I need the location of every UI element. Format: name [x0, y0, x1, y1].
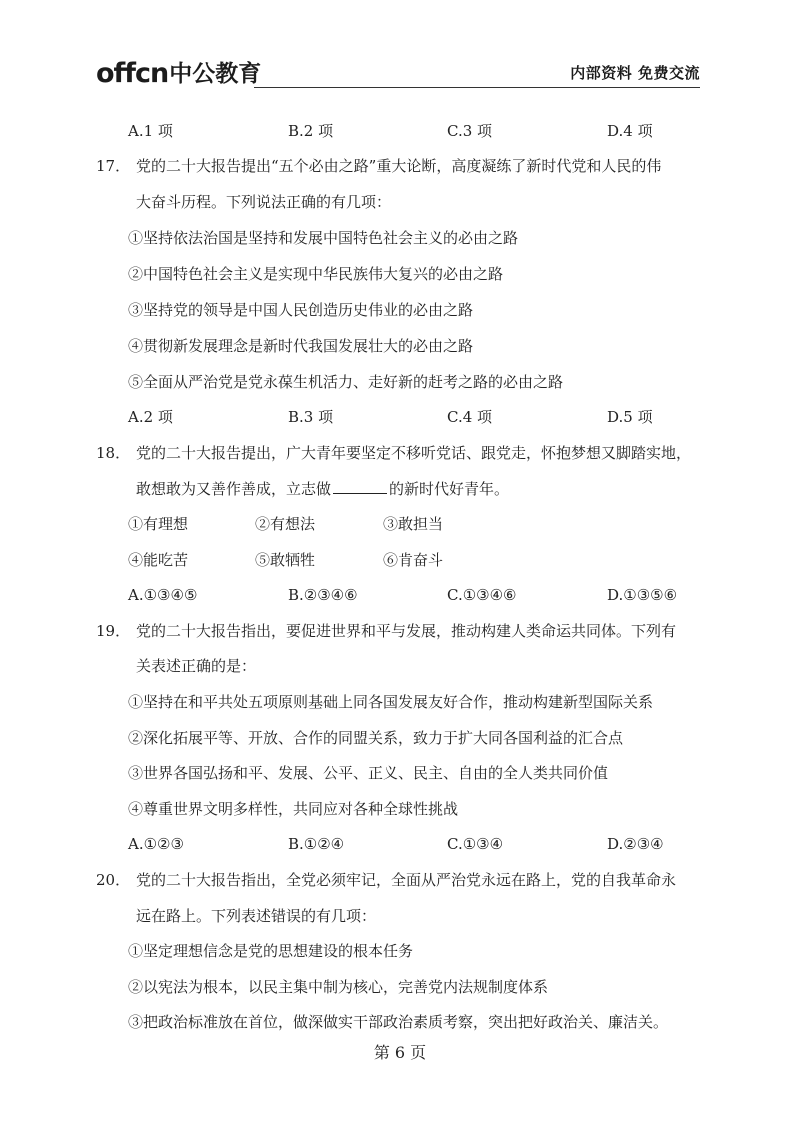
statement-item: ③坚持党的领导是中国人民创造历史伟业的必由之路 — [128, 301, 474, 319]
question-stem-line: 党的二十大报告指出，全党必须牢记，全面从严治党永远在路上，党的自我革命永 — [136, 871, 677, 889]
page-header — [96, 56, 700, 90]
question-stem-line: 大奋斗历程。下列说法正确的有几项： — [136, 193, 392, 211]
question-stem-line: 关表述正确的是： — [136, 657, 257, 675]
header-notice: 内部资料 免费交流 — [570, 64, 700, 82]
option-a: A.2 项 — [128, 408, 173, 426]
statement-item: ③把政治标准放在首位，做深做实干部政治素质考察，突出把好政治关、廉洁关。 — [128, 1013, 669, 1031]
statement-item: ⑥肯奋斗 — [383, 551, 444, 569]
option-c: C.①③④⑥ — [447, 586, 517, 604]
page-number: 第 6 页 — [373, 1043, 427, 1062]
statement-item: ③敢担当 — [383, 515, 444, 533]
option-c: C.4 项 — [447, 408, 493, 426]
statement-item: ⑤全面从严治党是党永葆生机活力、走好新的赶考之路的必由之路 — [128, 373, 564, 391]
fill-in-blank — [333, 479, 387, 494]
question-stem-line: 党的二十大报告指出，要促进世界和平与发展，推动构建人类命运共同体。下列有 — [136, 622, 677, 640]
statement-item: ④能吃苦 — [128, 551, 189, 569]
option-d: D.4 项 — [607, 122, 653, 140]
option-a: A.①③④⑤ — [128, 586, 198, 604]
option-b: B.2 项 — [288, 122, 334, 140]
stem-text-after-blank: 的新时代好青年。 — [389, 480, 510, 498]
option-b: B.①②④ — [288, 835, 345, 853]
option-d: D.①③⑤⑥ — [607, 586, 678, 604]
statement-item: ①坚持依法治国是坚持和发展中国特色社会主义的必由之路 — [128, 229, 519, 247]
statement-item: ①坚定理想信念是党的思想建设的根本任务 — [128, 942, 414, 960]
header-divider — [254, 87, 700, 88]
stem-text-before-blank: 敢想敢为又善作善成，立志做 — [136, 480, 332, 498]
offcn-logo — [96, 56, 261, 90]
statement-item: ②中国特色社会主义是实现中华民族伟大复兴的必由之路 — [128, 265, 504, 283]
option-d: D.5 项 — [607, 408, 653, 426]
question-stem-line: 党的二十大报告提出，广大青年要坚定不移听党话、跟党走，怀抱梦想又脚踏实地， — [136, 444, 692, 462]
statement-item: ③世界各国弘扬和平、发展、公平、正义、民主、自由的全人类共同价值 — [128, 764, 609, 782]
logo-latin-text: offcn — [96, 58, 169, 89]
question-stem-line: 党的二十大报告提出“五个必由之路”重大论断，高度凝练了新时代党和人民的伟 — [136, 157, 662, 175]
statement-item: ②深化拓展平等、开放、合作的同盟关系，致力于扩大同各国利益的汇合点 — [128, 729, 624, 747]
question-number: 17． — [96, 157, 131, 175]
question-number: 20． — [96, 871, 131, 889]
statement-item: ②以宪法为根本，以民主集中制为核心，完善党内法规制度体系 — [128, 978, 549, 996]
option-c: C.3 项 — [447, 122, 493, 140]
option-c: C.①③④ — [447, 835, 504, 853]
statement-item: ①坚持在和平共处五项原则基础上同各国发展友好合作，推动构建新型国际关系 — [128, 693, 654, 711]
option-b: B.3 项 — [288, 408, 334, 426]
option-b: B.②③④⑥ — [288, 586, 358, 604]
question-stem-line — [136, 479, 509, 499]
option-a: A.①②③ — [128, 835, 184, 853]
statement-item: ④尊重世界文明多样性，共同应对各种全球性挑战 — [128, 800, 459, 818]
statement-item: ④贯彻新发展理念是新时代我国发展壮大的必由之路 — [128, 337, 474, 355]
option-d: D.②③④ — [607, 835, 664, 853]
statement-item: ②有想法 — [255, 515, 316, 533]
option-a: A.1 项 — [128, 122, 173, 140]
statement-item: ⑤敢牺牲 — [255, 551, 316, 569]
statement-item: ①有理想 — [128, 515, 189, 533]
question-number: 19． — [96, 622, 131, 640]
question-number: 18． — [96, 444, 131, 462]
question-stem-line: 远在路上。下列表述错误的有几项： — [136, 907, 377, 925]
logo-chinese-text: 中公教育 — [169, 61, 262, 87]
